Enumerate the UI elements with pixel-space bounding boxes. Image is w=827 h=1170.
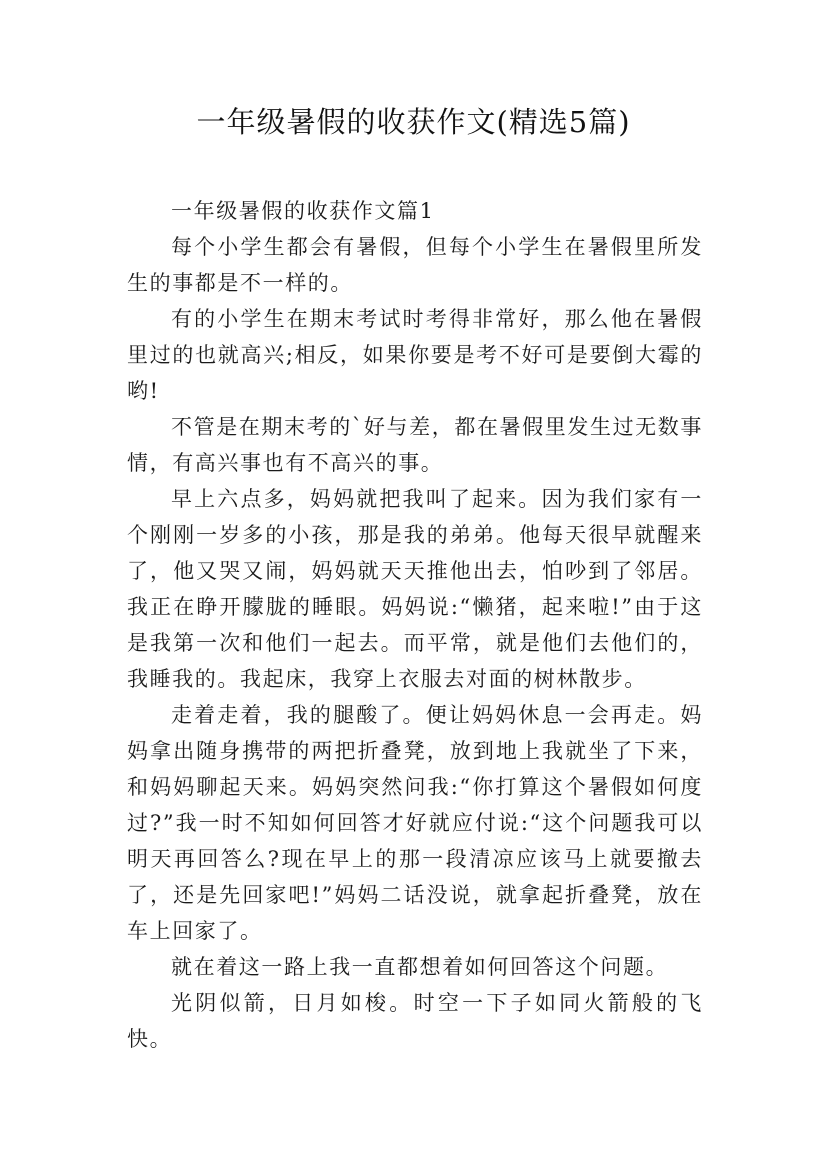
paragraph: 早上六点多，妈妈就把我叫了起来。因为我们家有一个刚刚一岁多的小孩，那是我的弟弟。他每天很早就醒来了，他又哭又闹，妈妈就天天推他出去，怕吵到了邻居。我正在睁开朦胧的睡眼。妈妈说:“懒猪，起来啦!”由于这是我第一次和他们一起去。而平常，就是他们去他们的，我睡我的。我起床，我穿上衣服去对面的树林散步。: [127, 487, 703, 691]
paragraph: 走着走着，我的腿酸了。便让妈妈休息一会再走。妈妈拿出随身携带的两把折叠凳，放到地上我就坐了下来，和妈妈聊起天来。妈妈突然问我:“你打算这个暑假如何度过?”我一时不知如何回答才好就应付说:“这个问题我可以明天再回答么?现在早上的那一段清凉应该马上就要撤去了，还是先回家吧!”妈妈二话没说，就拿起折叠凳，放在车上回家了。: [127, 703, 703, 943]
paragraph: 不管是在期末考的`好与差，都在暑假里发生过无数事情，有高兴事也有不高兴的事。: [127, 415, 703, 475]
paragraph: 每个小学生都会有暑假，但每个小学生在暑假里所发生的事都是不一样的。: [127, 235, 703, 295]
paragraph: 就在着这一路上我一直都想着如何回答这个问题。: [171, 955, 669, 979]
section-heading: 一年级暑假的收获作文篇1: [171, 199, 435, 223]
paragraph: 有的小学生在期末考试时考得非常好，那么他在暑假里过的也就高兴;相反，如果你要是考不好可是要倒大霉的哟!: [127, 307, 703, 403]
document-body: [127, 193, 703, 1057]
paragraph: 光阴似箭，日月如梭。时空一下子如同火箭般的飞快。: [127, 991, 703, 1051]
document-title: 一年级暑假的收获作文(精选5篇): [196, 105, 631, 139]
